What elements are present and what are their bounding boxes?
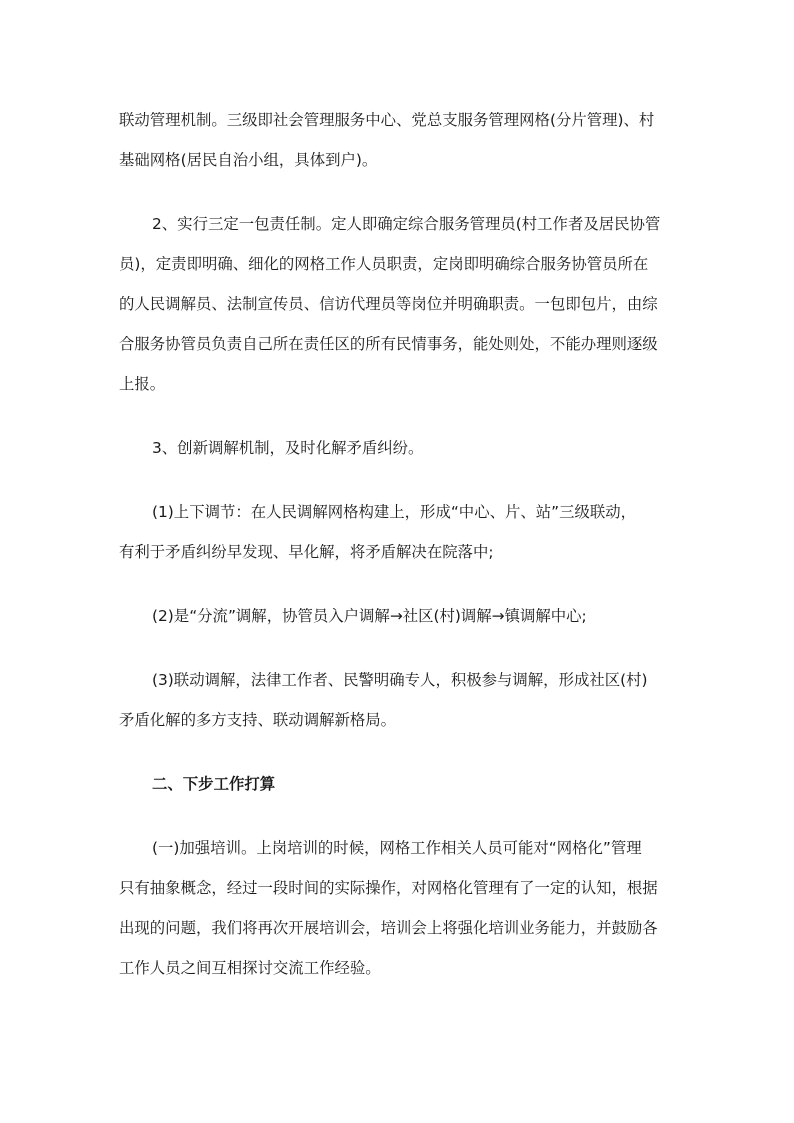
- text-line: (一)加强培训。上岗培训的时候，网格工作相关人员可能对“网格化”管理: [152, 839, 642, 857]
- paragraph-mediation-item-2: [119, 596, 679, 636]
- text-line: (1)上下调节：在人民调解网格构建上，形成“中心、片、站”三级联动，: [152, 503, 637, 521]
- text-line: (3)联动调解，法律工作者、民警明确专人，积极参与调解，形成社区(村): [152, 671, 648, 689]
- text-line: 上报。: [119, 375, 166, 393]
- document-body: [119, 100, 679, 988]
- heading-text: 二、下步工作打算: [152, 775, 276, 793]
- text-line: 员)，定责即明确、细化的网格工作人员职责，定岗即明确综合服务协管员所在: [119, 255, 649, 273]
- text-line: 工作人员之间互相探讨交流工作经验。: [119, 959, 381, 977]
- text-line: 基础网格(居民自治小组，具体到户)。: [119, 151, 378, 169]
- text-line: 矛盾化解的多方支持、联动调解新格局。: [119, 711, 397, 729]
- section-heading: [119, 764, 679, 804]
- text-line: 2、实行三定一包责任制。定人即确定综合服务管理员(村工作者及居民协管: [152, 215, 661, 233]
- text-line: 有利于矛盾纠纷早发现、早化解，将矛盾解决在院落中;: [119, 543, 494, 561]
- paragraph-training: [119, 828, 679, 988]
- text-line: (2)是“分流”调解，协管员入户调解→社区(村)调解→镇调解中心;: [152, 607, 587, 625]
- paragraph-mediation-item-1: [119, 492, 679, 572]
- paragraph-mechanism-continuation: [119, 100, 679, 180]
- paragraph-responsibility-system: [119, 204, 679, 404]
- text-line: 出现的问题，我们将再次开展培训会，培训会上将强化培训业务能力，并鼓励各: [119, 919, 658, 937]
- paragraph-mediation-item-3: [119, 660, 679, 740]
- text-line: 3、创新调解机制，及时化解矛盾纠纷。: [152, 439, 424, 457]
- text-line: 的人民调解员、法制宣传员、信访代理员等岗位并明确职责。一包即包片，由综: [119, 295, 658, 313]
- text-line: 只有抽象概念，经过一段时间的实际操作，对网格化管理有了一定的认知，根据: [119, 879, 658, 897]
- text-line: 合服务协管员负责自己所在责任区的所有民情事务，能处则处，不能办理则逐级: [119, 335, 658, 353]
- text-line: 联动管理机制。三级即社会管理服务中心、党总支服务管理网格(分片管理)、村: [119, 111, 655, 129]
- paragraph-mediation-mechanism: [119, 428, 679, 468]
